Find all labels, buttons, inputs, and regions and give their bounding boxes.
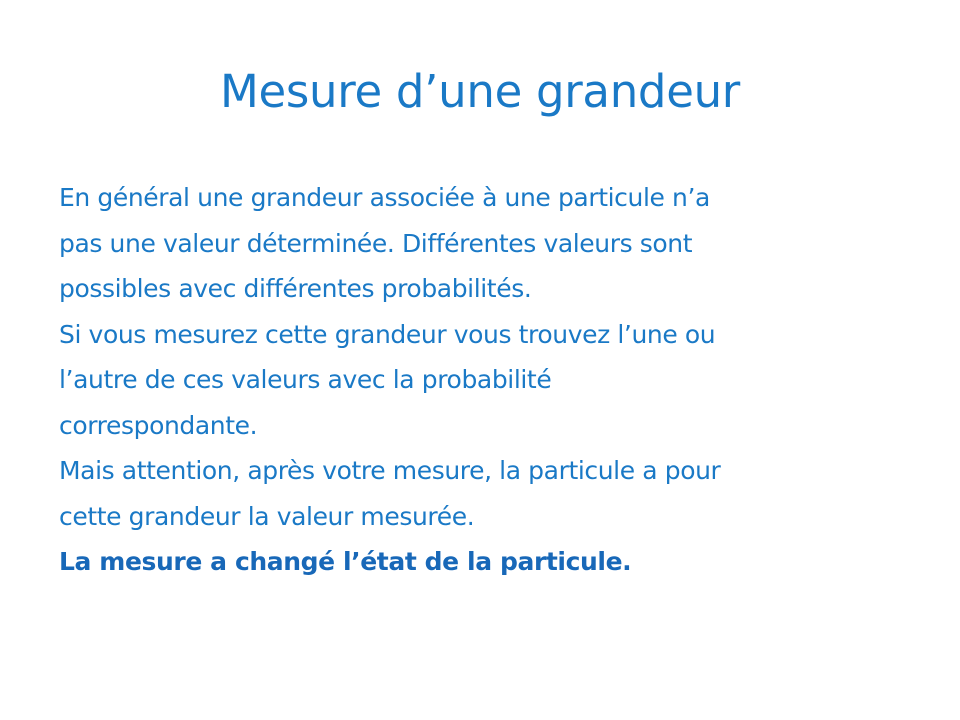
body-line-5: l’autre de ces valeurs avec la probabilité — [59, 365, 552, 394]
body-line-3: possibles avec différentes probabilités. — [59, 274, 532, 303]
body-line-8: cette grandeur la valeur mesurée. — [59, 501, 475, 531]
slide-body — [59, 175, 929, 585]
body-line-4: Si vous mesurez cette grandeur vous trouvez l’une ou — [59, 319, 716, 349]
body-line-7: Mais attention, après votre mesure, la particule a pour — [59, 456, 721, 485]
body-line-2: pas une valeur déterminée. Différentes valeurs sont — [59, 228, 693, 258]
conclusion-line: La mesure a changé l’état de la particule. — [59, 547, 632, 576]
slide-title: Mesure d’une grandeur — [219, 65, 740, 118]
body-line-1: En général une grandeur associée à une particule n’a — [59, 183, 710, 212]
body-line-6: correspondante. — [59, 410, 258, 440]
